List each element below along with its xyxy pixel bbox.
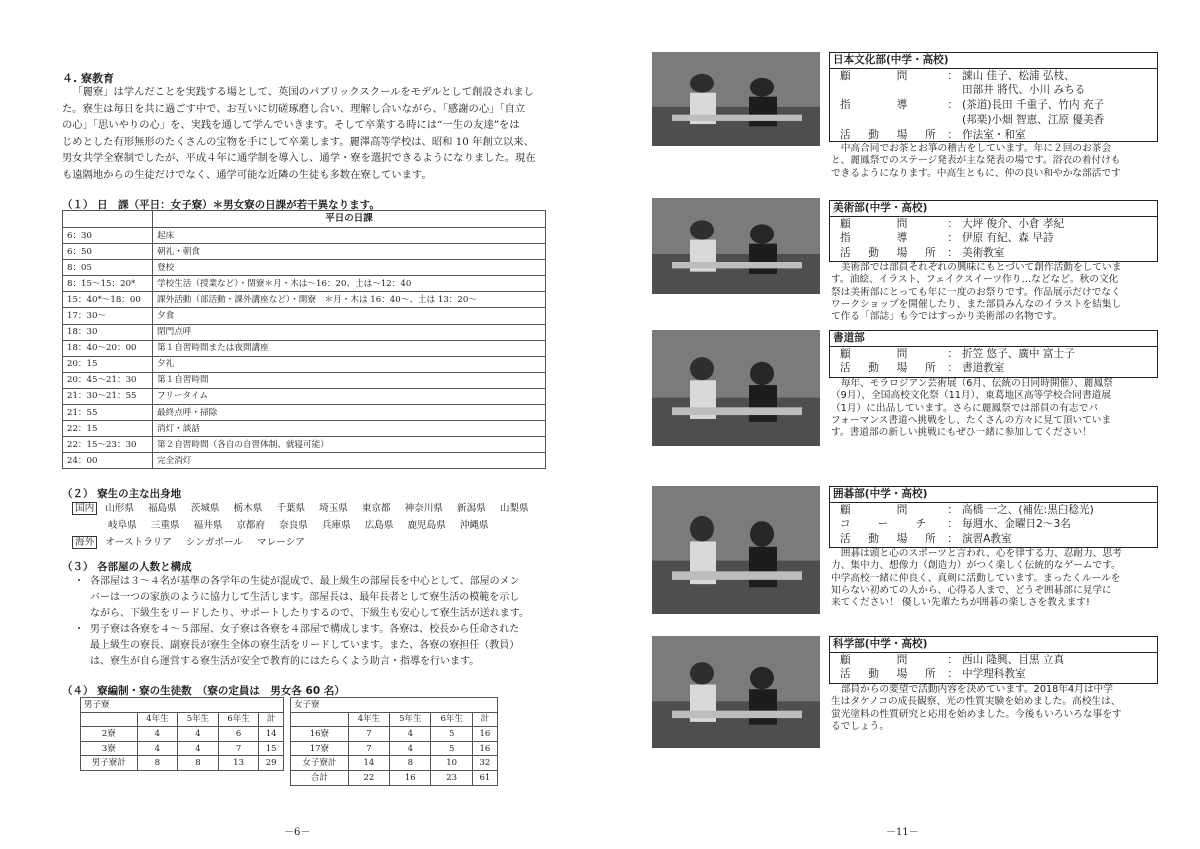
club-desc-line: ワークショップを開催したり、また部員みんなのイラストを結集し	[831, 298, 1122, 310]
dorm-count: 14	[348, 756, 389, 771]
girls-dorm-table	[290, 697, 498, 786]
club-info-row	[830, 667, 1157, 682]
club-desc-line: 来てください！ 優しい先輩たちが囲碁の楽しさを教えます!	[831, 597, 1090, 609]
club-info-box	[829, 52, 1158, 142]
club-photo-graphic	[652, 636, 820, 748]
schedule-row	[63, 228, 546, 244]
schedule-time: 20：15	[63, 356, 153, 372]
origin-place: 京都府	[236, 520, 266, 531]
dorm-col-header: 6年生	[431, 712, 472, 727]
club-row-value: (茶道)長田 千重子、竹内 充子	[962, 99, 1105, 112]
club-desc-line: 毎年、モラロジアン芸術展（6月、伝統の日同時開催）、麗鳳祭	[840, 378, 1113, 389]
club-name: 日本文化部(中学・高校)	[830, 53, 1157, 69]
dorm-row-label: 17寮	[291, 741, 349, 756]
intro-line: じめとした有形無形のたくさんの宝物を手にして卒業します。麗澤高等学校は、昭和 10 年創立以来、	[62, 135, 534, 148]
dorm-corner-cell	[291, 712, 349, 727]
schedule-row	[63, 356, 546, 372]
club-description	[831, 548, 1161, 609]
club-row-value: 田部井 將代、小川 みちる	[962, 84, 1086, 97]
club-info-box	[829, 486, 1158, 548]
schedule-time: 17：30～	[63, 308, 153, 324]
dorm-count: 4	[137, 741, 178, 756]
origins-domestic-row2	[108, 517, 503, 534]
club-desc-line: （9月）、全国高校文化祭（11月）、東葛地区高等学校合同書道展	[831, 390, 1112, 402]
page-number-left: －6－	[284, 827, 311, 838]
dorm-col-header: 計	[259, 712, 284, 727]
dorm-col-header: 5年生	[390, 712, 431, 727]
club-info-row	[830, 83, 1157, 98]
domestic-label: 国内	[72, 502, 97, 515]
club-photo	[652, 330, 820, 446]
dorm-row	[291, 756, 498, 771]
dorm-count: 61	[472, 770, 497, 785]
club-desc-line: 蛍光塗料の性質研究と応用を始めました。今後もいろいろな事をす	[831, 708, 1122, 720]
intro-paragraph	[62, 84, 562, 184]
club-row-label: 顧 問 ：	[840, 653, 958, 666]
club-name: 書道部	[830, 331, 1157, 347]
club-photo-graphic	[652, 486, 820, 614]
club-desc-line: 祭は美術部にとっても年に一度のお祭りです。作品展示だけでなく	[831, 286, 1121, 298]
section-title: ４. 寮教育	[62, 72, 115, 85]
overseas-label: 海外	[72, 536, 97, 549]
club-info-row	[830, 246, 1157, 261]
schedule-time-header	[63, 211, 153, 228]
club-row-value: 毎週水、金曜日2～3名	[962, 518, 1071, 531]
schedule-time: 22：15	[63, 421, 153, 437]
origin-place: 三重県	[150, 520, 180, 531]
dorm-count: 13	[218, 756, 259, 771]
origin-place: 埼玉県	[319, 503, 348, 514]
club-photo-graphic	[652, 52, 820, 146]
club-row-label: 指 導 ：	[840, 99, 958, 112]
schedule-event: 起床	[153, 228, 546, 244]
dorm-count: 5	[431, 727, 472, 742]
dorm-header-row	[81, 712, 284, 727]
dorm-count: 23	[431, 770, 472, 785]
club-name: 科学部(中学・高校)	[830, 637, 1157, 653]
club-photo	[652, 198, 820, 294]
rooms-heading: （３） 各部屋の人数と構成	[62, 561, 192, 573]
dorm-count: 16	[472, 741, 497, 756]
club-info-row	[830, 69, 1157, 84]
schedule-event: 課外活動（部活動・課外講座など）・開寮 ＊月・木は 16：40～、土は 13：20～	[153, 292, 546, 308]
origin-place: 沖縄県	[459, 520, 489, 531]
dorm-count: 32	[472, 756, 497, 771]
rooms-bullet-2: 男子寮は各寮を４～５部屋、女子寮は各寮を４部屋で構成します。各寮は、校長から任命された 最上級生の寮長、副寮長が寮生全体の寮生活をリードしています。また、各寮の寮担任（教員） は、寮生が自ら運営する寮生活が安全で教育的にはたらくよう助言・指導を行います。	[90, 624, 520, 667]
club-row-label: 顧 問 ：	[840, 503, 958, 516]
club-row-label: 顧 問 ：	[840, 69, 958, 82]
club-row-label: 活 動 場 所 ：	[840, 247, 958, 260]
club-description	[831, 143, 1161, 180]
dorm-header-row	[291, 712, 498, 727]
origin-place: 山梨県	[499, 503, 529, 514]
origin-place: マレーシア	[257, 537, 305, 548]
club-row-label: 活 動 場 所 ：	[840, 533, 958, 546]
dorm-count: 15	[259, 741, 284, 756]
club-row-value: 大坪 俊介、小倉 孝紀	[962, 217, 1065, 230]
dorm-row-label: 2寮	[81, 727, 138, 742]
dorm-count: 7	[348, 727, 389, 742]
club-description	[831, 262, 1161, 323]
schedule-row	[63, 421, 546, 437]
schedule-row	[63, 372, 546, 388]
club-info-row	[830, 217, 1157, 232]
club-info-row	[830, 653, 1157, 668]
schedule-time: 8：05	[63, 260, 153, 276]
dorm-row-label: 3寮	[81, 741, 138, 756]
dorm-count: 10	[431, 756, 472, 771]
club-row-value: 高橋 一之、(補佐:黒臼稔光)	[962, 503, 1094, 516]
club-info-box	[829, 200, 1158, 262]
club-row-value: 折笠 悠子、廣中 富士子	[962, 347, 1075, 360]
schedule-row	[63, 340, 546, 356]
dorm-count: 7	[218, 741, 259, 756]
schedule-event: 第１自習時間	[153, 372, 546, 388]
rooms-bullet-1: 各部屋は３～４名が基準の各学年の生徒が混成で、最上級生の部屋長を中心として、部屋のメン バーは一つの家族のように協力して生活します。部屋長は、最年長者として寮生活の模範を示し ながら、下級生をリードしたり、サポートしたりするので、下級生も安心して寮生活が送れます。	[90, 576, 529, 619]
club-info-row	[830, 231, 1157, 246]
intro-line: も遠隔地からの生徒だけでなく、通学可能な近隣の生徒も多数在寮しています。	[62, 168, 432, 181]
club-row-label	[840, 113, 962, 128]
club-desc-line: と、麗鳳祭でのステージ発表が主な発表の場です。浴衣の着付けも	[831, 155, 1121, 167]
schedule-event: 第１自習時間または夜間講座	[153, 340, 546, 356]
club-photo	[652, 52, 820, 146]
dorm-count: 4	[390, 741, 431, 756]
schedule-time: 18：40～20：00	[63, 340, 153, 356]
dorm-count: 8	[178, 756, 219, 771]
dorm-count: 16	[472, 727, 497, 742]
club-info-row	[830, 347, 1157, 362]
club-info-row	[830, 532, 1157, 547]
schedule-time: 6：30	[63, 228, 153, 244]
dorm-row	[291, 770, 498, 785]
club-row-label: 顧 問 ：	[840, 347, 958, 360]
schedule-row	[63, 437, 546, 453]
schedule-row	[63, 308, 546, 324]
origin-place: 鹿児島県	[407, 520, 446, 531]
origin-place: 兵庫県	[321, 520, 351, 531]
club-desc-line: 力、集中力、想像力（創造力）がつく楽しく伝統的なゲームです。	[831, 560, 1121, 572]
origin-place: 茨城県	[190, 503, 220, 514]
club-photo-graphic	[652, 330, 820, 446]
club-photo	[652, 636, 820, 748]
club-row-label: 活 動 場 所 ：	[840, 668, 958, 681]
schedule-row	[63, 292, 546, 308]
schedule-column-header: 平日の日課	[153, 211, 546, 228]
club-info-row	[830, 517, 1157, 532]
schedule-row	[63, 244, 546, 260]
right-page	[600, 0, 1200, 849]
origin-place: 神奈川県	[404, 503, 444, 514]
club-desc-line: 美術部では部員それぞれの興味にもとづいて創作活動をしていま	[840, 262, 1122, 273]
dorm-count: 22	[348, 770, 389, 785]
dorm-count: 16	[390, 770, 431, 785]
club-photo-graphic	[652, 198, 820, 294]
origin-place: 奈良県	[279, 520, 308, 531]
club-desc-line: 中高合同でお茶とお箏の稽古をしています。年に２回のお茶会	[840, 143, 1112, 154]
schedule-event: 閉門点呼	[153, 324, 546, 340]
schedule-row	[63, 405, 546, 421]
origin-place: 千葉県	[276, 503, 306, 514]
schedule-row	[63, 276, 546, 292]
page-number-right: －11－	[886, 827, 919, 838]
club-row-value: (邦楽)小畑 智恵、江原 優美香	[962, 113, 1105, 126]
schedule-event: 学校生活（授業など）・閉寮＊月・木は～16：20、土は～12：40	[153, 276, 546, 292]
dorm-count: 4	[390, 727, 431, 742]
schedule-row	[63, 453, 546, 469]
rooms-bullet-dot: ・	[74, 576, 84, 587]
intro-line: 「麗寮」は学んだことを実践する場として、英国のパブリックスクールをモデルとして創設されまし	[72, 86, 534, 98]
dorm-row-label: 合計	[291, 770, 349, 785]
schedule-time: 8：15～15：20*	[63, 276, 153, 292]
dorm-count: 14	[259, 727, 284, 742]
dorm-row	[81, 741, 284, 756]
dorm-col-header: 計	[472, 712, 497, 727]
schedule-event: 朝礼・朝食	[153, 244, 546, 260]
dorm-count: 4	[137, 727, 178, 742]
origin-place: シンガポール	[185, 537, 244, 548]
boys-dorm-table	[80, 697, 284, 771]
origins-heading: （２） 寮生の主な出身地	[62, 488, 182, 500]
club-desc-line: す。油絵、イラスト、フェイクスイーツ作り…などなど。秋の文化	[831, 274, 1119, 286]
club-info-box	[829, 330, 1158, 378]
dorm-row	[81, 756, 284, 771]
club-row-label: 顧 問 ：	[840, 217, 958, 230]
dorm-title-row	[291, 698, 498, 713]
dorm-row-label: 男子寮計	[81, 756, 138, 771]
club-row-value: 中学理科教室	[962, 668, 1026, 681]
schedule-time: 20：45～21：30	[63, 372, 153, 388]
schedule-time: 21：30～21：55	[63, 388, 153, 404]
dorm-row	[291, 741, 498, 756]
intro-line: の心」「思いやりの心」を、実践を通して学んでいきます。そして卒業する時には“一生の友達”をは	[62, 119, 520, 132]
dorm-count: 4	[178, 741, 219, 756]
club-row-label: 指 導 ：	[840, 232, 958, 245]
club-desc-line: 生はタケノコの成長観察、光の性質実験を始めました。高校生は、	[831, 696, 1121, 708]
club-row-value: 書道教室	[962, 362, 1005, 375]
origin-place: 福井県	[193, 520, 223, 531]
club-desc-line: て作る「部誌」も今ではすっかり美術部の名物です。	[831, 311, 1063, 323]
rooms-bullet-dot: ・	[74, 624, 84, 635]
dorm-title-row	[81, 698, 284, 713]
club-row-label: 活 動 場 所 ：	[840, 362, 958, 375]
dorm-row-label: 女子寮計	[291, 756, 349, 771]
dorm-row	[81, 727, 284, 742]
intro-line: た。寮生は毎日を共に過ごす中で、お互いに切磋琢磨し合い、理解し合いながら、「感謝の心」「自立	[62, 102, 526, 115]
dorm-count: 4	[178, 727, 219, 742]
club-name: 囲碁部(中学・高校)	[830, 487, 1157, 503]
club-row-label: 活 動 場 所 ：	[840, 128, 958, 141]
club-row-label	[840, 83, 962, 98]
club-desc-line: 囲碁は頭と心のスポーツと言われ、心を律する力、忍耐力、思考	[840, 548, 1122, 559]
club-row-label: コ ー チ ：	[840, 518, 958, 531]
club-row-value: 諌山 佳子、松浦 弘枝、	[962, 69, 1075, 82]
origins-domestic-row1	[72, 500, 543, 517]
schedule-heading: （１） 日 課（平日：女子寮）＊男女寮の日課が若干異なります。	[62, 199, 380, 211]
club-desc-line: す。書道部の新しい挑戦にもぜひ一緒に参加してください！	[831, 427, 1092, 439]
club-row-value: 西山 隆興、目黒 立真	[962, 653, 1065, 666]
intro-line: 男女共学全寮制でしたが、平成４年に通学制を導入し、通学・寮を選択できるようになりました。現在	[62, 152, 536, 165]
schedule-time: 24：00	[63, 453, 153, 469]
club-row-value: 伊原 有紀、森 早詩	[962, 232, 1054, 245]
origin-place: 栃木県	[233, 503, 263, 514]
schedule-event: 消灯・談話	[153, 421, 546, 437]
club-row-value: 作法室・和室	[962, 128, 1026, 141]
club-info-row	[830, 128, 1157, 143]
schedule-row	[63, 324, 546, 340]
club-row-value: 美術教室	[962, 247, 1005, 260]
origin-place: 福島県	[147, 503, 177, 514]
schedule-event: 登校	[153, 260, 546, 276]
dorm-col-header: 4年生	[137, 712, 178, 727]
club-desc-line: 中学高校一緒に仲良く、真剣に活動しています。まったくルールを	[831, 572, 1121, 584]
schedule-event: 夕食	[153, 308, 546, 324]
club-desc-line: できるようになります。中高生ともに、仲の良い和やかな部活です	[831, 167, 1121, 179]
dorm-count: 8	[390, 756, 431, 771]
schedule-event: フリータイム	[153, 388, 546, 404]
dorm-corner-cell	[81, 712, 138, 727]
schedule-row	[63, 260, 546, 276]
dorm-count: 29	[259, 756, 284, 771]
dorm-count: 7	[348, 741, 389, 756]
dorm-counts-heading: （４） 寮編制・寮の生徒数 （寮の定員は 男女各 60 名）	[62, 685, 345, 697]
dorm-row	[291, 727, 498, 742]
schedule-event: 第２自習時間（各自の自習体制、就寝可能）	[153, 437, 546, 453]
origin-place: 新潟県	[457, 503, 486, 514]
dorm-col-header: 6年生	[218, 712, 259, 727]
club-description	[831, 378, 1161, 439]
club-info-row	[830, 361, 1157, 376]
schedule-time: 22：15～23：30	[63, 437, 153, 453]
dorm-count: 6	[218, 727, 259, 742]
club-row-value: 演習A教室	[962, 533, 1012, 546]
club-desc-line: 部員からの要望で活動内容を決めています。2018年4月は中学	[840, 684, 1113, 695]
dorm-row-label: 16寮	[291, 727, 349, 742]
club-info-row	[830, 98, 1157, 113]
schedule-event: 夕礼	[153, 356, 546, 372]
schedule-event: 最終点呼・掃除	[153, 405, 546, 421]
origin-place: 広島県	[364, 520, 394, 531]
schedule-time: 21：55	[63, 405, 153, 421]
club-desc-line: るでしょう。	[831, 720, 890, 732]
club-info-row	[830, 113, 1157, 128]
club-description	[831, 684, 1161, 733]
schedule-row	[63, 388, 546, 404]
schedule-time: 15：40*～18：00	[63, 292, 153, 308]
dorm-count: 5	[431, 741, 472, 756]
dorm-title: 男子寮	[81, 698, 284, 713]
origin-place: 岐阜県	[108, 520, 137, 531]
club-photo	[652, 486, 820, 614]
schedule-table	[62, 210, 546, 469]
club-info-row	[830, 503, 1157, 518]
club-desc-line: 知らない初めての人から、心得る人まで、どうぞ囲碁部に見学に	[831, 584, 1112, 596]
club-name: 美術部(中学・高校)	[830, 201, 1157, 217]
club-info-box	[829, 636, 1158, 684]
club-desc-line: フォーマンス書道へ挑戦をし、たくさんの方々に見て頂いていま	[831, 414, 1112, 426]
schedule-time: 6：50	[63, 244, 153, 260]
club-desc-line: （1月）に出品しています。さらに麗鳳祭では部員の有志でパ	[831, 402, 1098, 414]
dorm-col-header: 5年生	[178, 712, 219, 727]
dorm-col-header: 4年生	[348, 712, 389, 727]
dorm-title: 女子寮	[291, 698, 498, 713]
dorm-count: 8	[137, 756, 178, 771]
schedule-time: 18：30	[63, 324, 153, 340]
origin-place: 山形県	[105, 503, 134, 514]
origin-place: 東京都	[361, 503, 391, 514]
origin-place: オーストラリア	[105, 537, 172, 548]
schedule-event: 完全消灯	[153, 453, 546, 469]
origins-overseas-row	[72, 534, 319, 551]
